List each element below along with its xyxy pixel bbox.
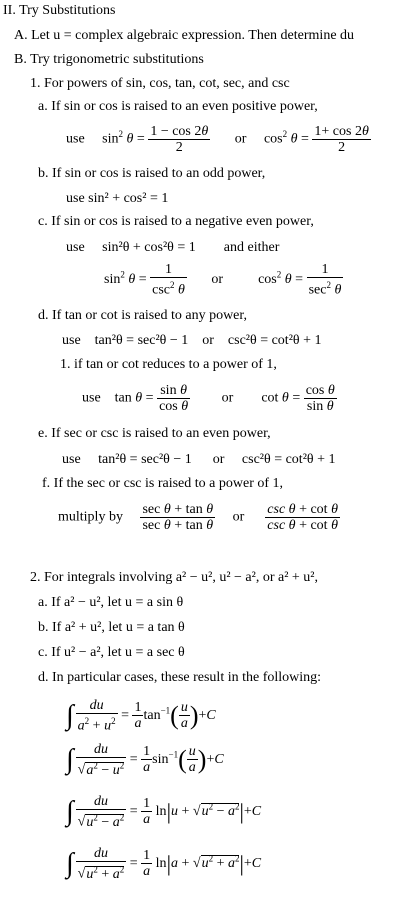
use-label: use	[66, 131, 85, 147]
fraction: $\frac{1+ \cos 2\theta}{2}$	[314, 124, 369, 155]
item-1c: c. If sin or cos is raised to a negative even power,	[38, 214, 314, 229]
formula-row-e: use tan²θ = sec²θ − 1 or csc²θ = cot²θ + 1	[62, 452, 336, 467]
formula-row-b: use sin² + cos² = 1	[66, 191, 169, 206]
item-A: A. Let u = complex algebraic expression. Then determine du	[14, 28, 355, 43]
item-2: 2. For integrals involving a² − u², u² − a², or a² + u²,	[30, 570, 318, 585]
item-B: B. Try trigonometric substitutions	[14, 52, 204, 67]
formula-row-d: use tan²θ = sec²θ − 1 or csc²θ = cot²θ + 1	[62, 333, 322, 348]
item-1a: a. If sin or cos is raised to an even positive power,	[38, 99, 318, 114]
item-1d1: 1. if tan or cot reduces to a power of 1,	[60, 357, 277, 372]
item-2c: c. If u² − a², let u = a sec θ	[38, 645, 185, 660]
item-1f: f. If the sec or csc is raised to a power of 1,	[42, 476, 284, 491]
integral-formula-2: ∫ $\frac{du}{√a^2 - u^2}$ = $\frac{1}{a}$ $\sin^{-1}$( $\frac{u}{a}$ )+C	[66, 742, 224, 778]
item-2b: b. If a² + u², let u = a tan θ	[38, 620, 185, 635]
formula-row-d1: use tan θ = $\frac{\text{sin θ}}{\text{cos θ}}$ or cot θ = $\frac{\text{cos θ}}{\text{sin θ}}$	[82, 383, 335, 414]
item-1: 1. For powers of sin, cos, tan, cot, sec, and csc	[30, 76, 290, 91]
formula-row-c: use sin²θ + cos²θ = 1 and either	[66, 240, 280, 255]
item-2a: a. If a² − u², let u = a sin θ	[38, 595, 184, 610]
formula-row-f: multiply by sec θ + tan θ sec θ + tan θ or csc θ + cot θ csc θ + cot θ	[58, 502, 338, 533]
item-1e: e. If sec or csc is raised to an even power,	[38, 426, 271, 441]
integral-formula-1: ∫ $\frac{du}{a^2 + u^2}$ = $\frac{1}{a}$ $\tan^{-1}$( $\frac{u}{a}$ )+C	[66, 698, 216, 734]
item-1b: b. If sin or cos is raised to an odd power,	[38, 166, 266, 181]
section-heading: II. Try Substitutions	[3, 3, 116, 18]
integral-formula-3: ∫ $\frac{du}{√u^2 - a^2}$ = $\frac{1}{a}$ $\ln|u + √u^2 - a^2|+C$	[66, 794, 262, 830]
or-label: or	[234, 131, 247, 147]
fraction: $\frac{1 - \cos 2\theta}{2}$	[150, 124, 209, 155]
formula-row-a: use $\sin^2 \theta$ = $\frac{1 - \cos 2\theta}{2}$ or $\cos^2 \theta$ = $\frac{1+ \cos 2\theta}{2}$	[66, 124, 369, 155]
formula-row-c2: $\sin^2 \theta$ = 1 $\csc^2 \theta$ or $\cos^2 \theta$ = 1 $\sec^2 \theta$	[104, 262, 342, 298]
item-1d: d. If tan or cot is raised to any power,	[38, 308, 247, 323]
integral-formula-4: ∫ $\frac{du}{√u^2 + a^2}$ = $\frac{1}{a}$ $\ln|a + √u^2 + a^2|+C$	[66, 846, 262, 882]
item-2d: d. In particular cases, these result in the following:	[38, 670, 322, 685]
